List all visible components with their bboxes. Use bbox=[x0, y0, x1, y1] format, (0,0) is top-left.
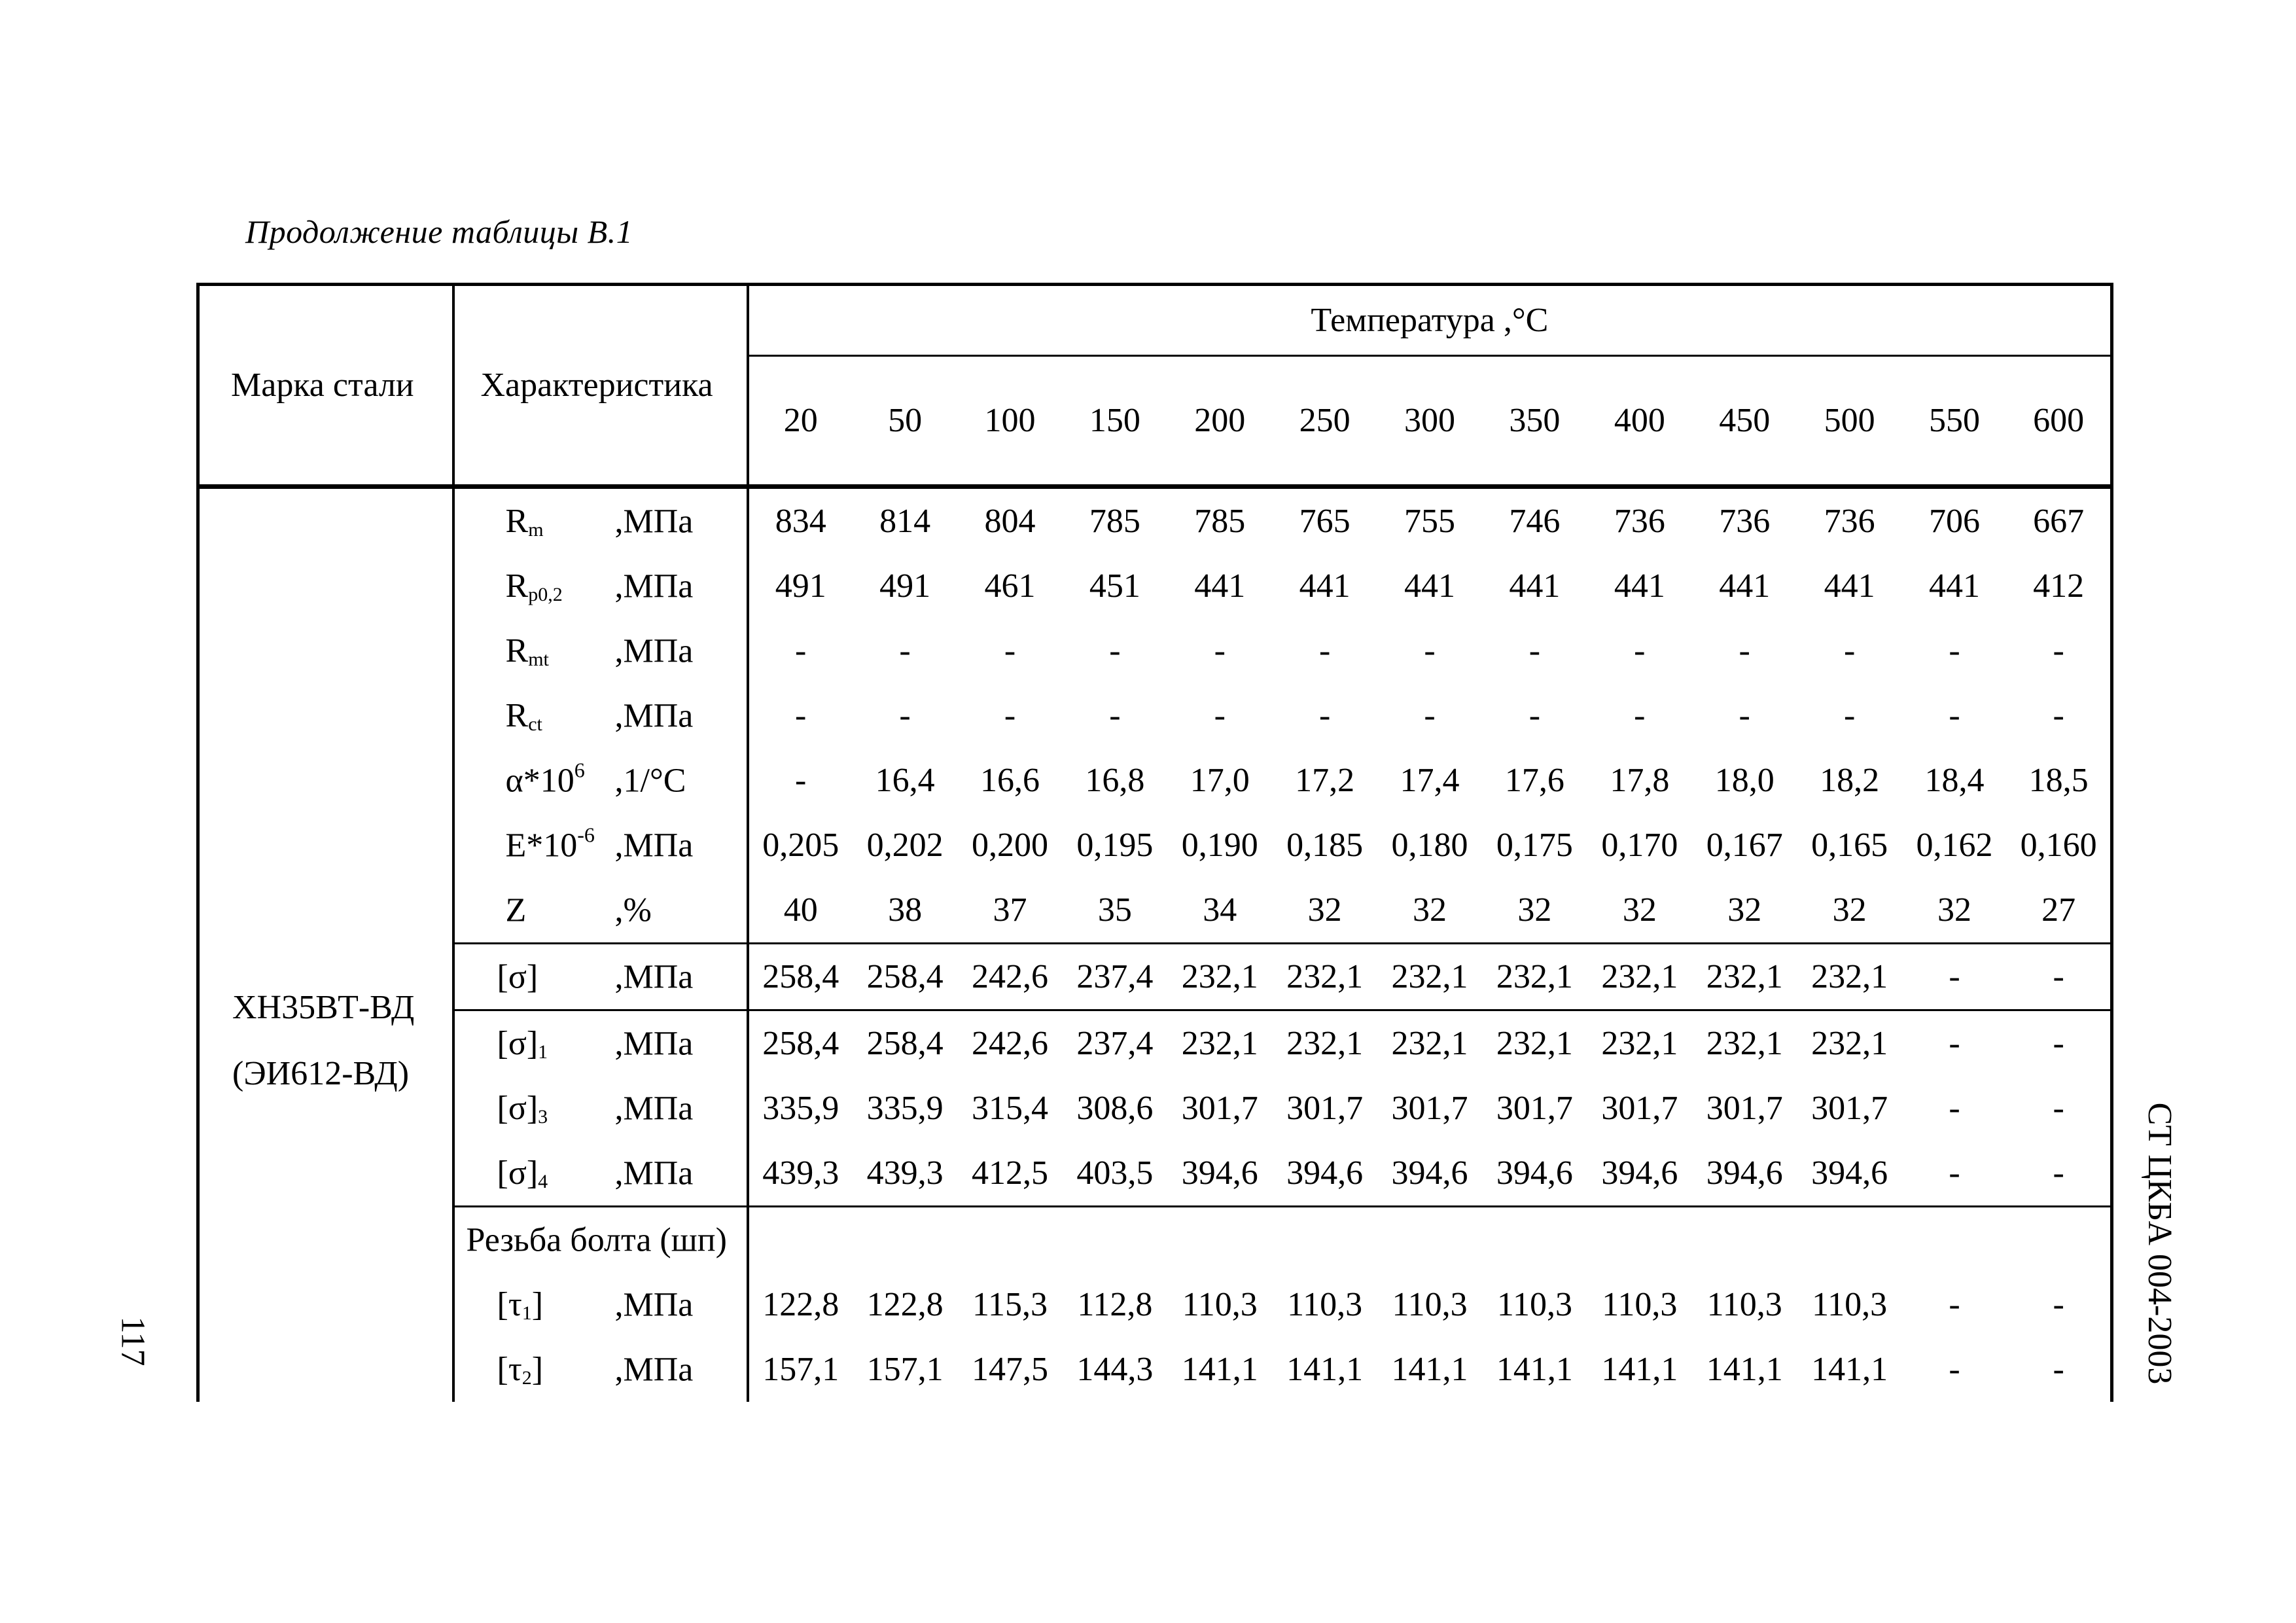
value-cell: 18,4 bbox=[1924, 762, 1985, 799]
value-cell: 16,8 bbox=[1085, 762, 1145, 799]
value-cell: 232,1 bbox=[1797, 944, 1901, 1010]
value-cell: 301,7 bbox=[1601, 1090, 1678, 1127]
value-cell: 736 bbox=[1614, 503, 1665, 540]
value-cell: - bbox=[795, 762, 807, 799]
value-cell: 736 bbox=[1824, 503, 1875, 540]
characteristic-cell bbox=[453, 487, 748, 554]
temperature-header-cell: 20 bbox=[748, 356, 853, 487]
characteristic-unit: ,МПа bbox=[614, 1351, 694, 1388]
characteristic-symbol: Z bbox=[505, 891, 527, 929]
value-cell: 141,1 bbox=[1391, 1351, 1468, 1388]
characteristic-symbol: $[\tau_2]$ bbox=[497, 1350, 544, 1389]
value-cell: 0,175 bbox=[1496, 827, 1573, 864]
temperature-header-cell: 200 bbox=[1167, 356, 1272, 487]
value-cell: 301,7 bbox=[1706, 1090, 1783, 1127]
value-cell: 0,180 bbox=[1391, 827, 1468, 864]
value-cell: - bbox=[795, 697, 807, 734]
table-row bbox=[198, 1337, 2112, 1402]
value-cell: 0,185 bbox=[1286, 827, 1364, 864]
value-cell: 232,1 bbox=[1692, 944, 1797, 1010]
characteristic-cell bbox=[453, 1337, 748, 1402]
value-cell: 232,1 bbox=[1496, 1025, 1573, 1062]
temperature-header-cell: 500 bbox=[1797, 356, 1901, 487]
value-cell bbox=[1377, 1207, 1482, 1273]
value-cell: 301,7 bbox=[1181, 1090, 1258, 1127]
value-cell: 0,202 bbox=[866, 827, 944, 864]
value-cell: 141,1 bbox=[1181, 1351, 1258, 1388]
characteristic-cell bbox=[453, 683, 748, 748]
characteristic-symbol: $[\sigma]_3$ bbox=[497, 1089, 548, 1128]
value-cell bbox=[748, 1207, 853, 1273]
value-cell bbox=[1587, 1207, 1692, 1273]
characteristic-symbol: $E*10^{-6}$ bbox=[505, 823, 595, 864]
table-row bbox=[198, 1272, 2112, 1337]
value-cell: 232,1 bbox=[1181, 1025, 1258, 1062]
value-cell: 755 bbox=[1404, 503, 1456, 540]
characteristic-unit: ,МПа bbox=[614, 1090, 694, 1127]
characteristic-symbol: $R_{ct}$ bbox=[505, 696, 542, 735]
characteristic-symbol: $R_m$ bbox=[505, 502, 544, 541]
value-cell: - bbox=[1004, 632, 1016, 669]
value-cell: 122,8 bbox=[762, 1286, 839, 1323]
value-cell: 37 bbox=[957, 878, 1062, 944]
value-cell: 115,3 bbox=[972, 1286, 1048, 1323]
value-cell bbox=[1063, 1207, 1167, 1273]
value-cell: 394,6 bbox=[1692, 1141, 1797, 1207]
value-cell: 110,3 bbox=[1496, 1286, 1572, 1323]
value-cell bbox=[1167, 1207, 1272, 1273]
characteristic-unit: ,% bbox=[614, 891, 652, 929]
temperature-header-cell: 100 bbox=[957, 356, 1062, 487]
value-cell: 441 bbox=[1719, 567, 1771, 605]
value-cell: - bbox=[1424, 632, 1436, 669]
value-cell: 394,6 bbox=[1797, 1141, 1901, 1207]
value-cell: 32 bbox=[1587, 878, 1692, 944]
characteristic-unit: ,МПа bbox=[614, 958, 694, 995]
value-cell: 441 bbox=[1614, 567, 1665, 605]
table-row bbox=[198, 748, 2112, 813]
characteristic-cell bbox=[453, 813, 748, 878]
characteristic-cell bbox=[453, 618, 748, 683]
characteristic-unit: ,МПа bbox=[614, 567, 694, 605]
value-cell: 32 bbox=[1377, 878, 1482, 944]
value-cell: 785 bbox=[1089, 503, 1140, 540]
steel-grade bbox=[198, 487, 453, 1402]
characteristic-symbol: $[\sigma]_4$ bbox=[497, 1154, 548, 1192]
value-cell: 242,6 bbox=[957, 944, 1062, 1010]
value-cell: 301,7 bbox=[1811, 1090, 1888, 1127]
characteristic-symbol: [σ] bbox=[497, 958, 539, 995]
value-cell: 232,1 bbox=[1377, 944, 1482, 1010]
value-cell: - bbox=[1739, 632, 1750, 669]
table-row bbox=[198, 1010, 2112, 1077]
value-cell: 301,7 bbox=[1286, 1090, 1364, 1127]
characteristic-cell bbox=[453, 1076, 748, 1141]
value-cell: 0,170 bbox=[1601, 827, 1678, 864]
value-cell: 706 bbox=[1928, 503, 1980, 540]
characteristic-cell bbox=[453, 554, 748, 618]
value-cell: 232,1 bbox=[1391, 1025, 1468, 1062]
value-cell: - bbox=[2007, 683, 2111, 748]
characteristic-cell bbox=[453, 878, 748, 944]
value-cell: 0,200 bbox=[971, 827, 1048, 864]
value-cell: - bbox=[1634, 632, 1646, 669]
header-characteristic: Характеристика bbox=[453, 285, 748, 487]
page-number: 117 bbox=[114, 1316, 152, 1366]
value-cell: 441 bbox=[1194, 567, 1246, 605]
value-cell: - bbox=[899, 632, 911, 669]
document-code: СТ ЦКБА 004-2003 bbox=[2141, 1102, 2178, 1385]
value-cell: - bbox=[899, 697, 911, 734]
value-cell: - bbox=[2007, 1141, 2111, 1207]
value-cell: 141,1 bbox=[1601, 1351, 1678, 1388]
characteristic-unit: ,МПа bbox=[614, 827, 694, 864]
value-cell bbox=[853, 1207, 957, 1273]
value-cell: 439,3 bbox=[748, 1141, 853, 1207]
value-cell: 315,4 bbox=[971, 1090, 1048, 1127]
value-cell: 258,4 bbox=[853, 944, 957, 1010]
value-cell: 834 bbox=[775, 503, 826, 540]
value-cell: 32 bbox=[1482, 878, 1587, 944]
value-cell: - bbox=[1214, 632, 1226, 669]
value-cell: 17,6 bbox=[1504, 762, 1564, 799]
value-cell: 0,165 bbox=[1811, 827, 1888, 864]
value-cell: 141,1 bbox=[1496, 1351, 1573, 1388]
value-cell: 441 bbox=[1299, 567, 1351, 605]
table-row bbox=[198, 683, 2112, 748]
table-row bbox=[198, 487, 2112, 554]
value-cell: 110,3 bbox=[1602, 1286, 1678, 1323]
temperature-header-cell: 300 bbox=[1377, 356, 1482, 487]
value-cell: 110,3 bbox=[1812, 1286, 1888, 1323]
value-cell: - bbox=[1528, 697, 1541, 734]
value-cell bbox=[2007, 1207, 2111, 1273]
value-cell: 237,4 bbox=[1076, 1025, 1154, 1062]
value-cell: 232,1 bbox=[1587, 944, 1692, 1010]
value-cell: 0,195 bbox=[1076, 827, 1154, 864]
characteristic-unit: ,МПа bbox=[614, 1286, 694, 1323]
value-cell: 746 bbox=[1509, 503, 1561, 540]
value-cell: - bbox=[1634, 697, 1646, 734]
table-caption: Продолжение таблицы В.1 bbox=[245, 213, 633, 250]
value-cell: 258,4 bbox=[866, 1025, 944, 1062]
value-cell: 157,1 bbox=[866, 1351, 944, 1388]
table-row bbox=[198, 1076, 2112, 1141]
temperature-header-cell: 400 bbox=[1587, 356, 1692, 487]
characteristic-symbol: $R_{p0,2}$ bbox=[505, 567, 563, 605]
value-cell: - bbox=[1843, 697, 1856, 734]
value-cell: - bbox=[795, 632, 807, 669]
value-cell: 736 bbox=[1719, 503, 1771, 540]
value-cell: 232,1 bbox=[1601, 1025, 1678, 1062]
characteristic-unit: ,МПа bbox=[614, 503, 694, 540]
characteristic-unit: ,МПа bbox=[614, 1154, 694, 1192]
characteristic-unit: ,МПа bbox=[614, 697, 694, 734]
value-cell: 34 bbox=[1167, 878, 1272, 944]
value-cell: 232,1 bbox=[1272, 944, 1377, 1010]
value-cell: 441 bbox=[1928, 567, 1980, 605]
value-cell: 40 bbox=[748, 878, 853, 944]
value-cell: 17,0 bbox=[1190, 762, 1250, 799]
value-cell: 157,1 bbox=[762, 1351, 839, 1388]
value-cell: 110,3 bbox=[1182, 1286, 1258, 1323]
value-cell: - bbox=[1528, 632, 1541, 669]
temperature-header-cell: 550 bbox=[1902, 356, 2007, 487]
value-cell: 451 bbox=[1089, 567, 1140, 605]
value-cell: 141,1 bbox=[1811, 1351, 1888, 1388]
temperature-header-cell: 600 bbox=[2007, 356, 2111, 487]
value-cell: 441 bbox=[1509, 567, 1561, 605]
value-cell: 32 bbox=[1902, 878, 2007, 944]
value-cell: 0,167 bbox=[1706, 827, 1783, 864]
characteristic-cell bbox=[453, 944, 748, 1010]
value-cell: 110,3 bbox=[1287, 1286, 1363, 1323]
value-cell: 335,9 bbox=[866, 1090, 944, 1127]
value-cell: - bbox=[2007, 1272, 2111, 1337]
value-cell: 232,1 bbox=[1482, 944, 1587, 1010]
value-cell: 16,6 bbox=[980, 762, 1040, 799]
table-row bbox=[198, 618, 2112, 683]
characteristic-symbol: $[\tau_1]$ bbox=[497, 1285, 544, 1324]
value-cell: 491 bbox=[775, 567, 826, 605]
value-cell: 242,6 bbox=[971, 1025, 1048, 1062]
temperature-header-cell: 450 bbox=[1692, 356, 1797, 487]
value-cell: 110,3 bbox=[1706, 1286, 1782, 1323]
value-cell: - bbox=[1902, 944, 2007, 1010]
value-cell: 232,1 bbox=[1167, 944, 1272, 1010]
value-cell: - bbox=[2007, 1076, 2111, 1141]
value-cell: - bbox=[1424, 697, 1436, 734]
table-row bbox=[198, 944, 2112, 1010]
value-cell: 439,3 bbox=[853, 1141, 957, 1207]
value-cell: - bbox=[2007, 618, 2111, 683]
value-cell: 122,8 bbox=[866, 1286, 944, 1323]
value-cell: - bbox=[1739, 697, 1750, 734]
value-cell: - bbox=[1318, 632, 1331, 669]
value-cell: 17,4 bbox=[1400, 762, 1460, 799]
value-cell bbox=[957, 1207, 1062, 1273]
characteristic-unit: ,МПа bbox=[614, 1025, 694, 1062]
value-cell: 394,6 bbox=[1482, 1141, 1587, 1207]
value-cell: 16,4 bbox=[875, 762, 935, 799]
table-row bbox=[198, 554, 2112, 618]
value-cell: 18,2 bbox=[1820, 762, 1880, 799]
value-cell: 32 bbox=[1797, 878, 1901, 944]
value-cell: - bbox=[2007, 1010, 2111, 1077]
steel-grade-line2: (ЭИ612-ВД) bbox=[232, 1054, 410, 1092]
value-cell: 232,1 bbox=[1811, 1025, 1888, 1062]
value-cell: 38 bbox=[853, 878, 957, 944]
value-cell: - bbox=[2007, 1337, 2111, 1402]
value-cell: 232,1 bbox=[1706, 1025, 1783, 1062]
value-cell: 237,4 bbox=[1063, 944, 1167, 1010]
value-cell: 27 bbox=[2007, 878, 2111, 944]
characteristic-cell bbox=[453, 1207, 748, 1273]
temperature-header-cell: 150 bbox=[1063, 356, 1167, 487]
value-cell: 461 bbox=[984, 567, 1036, 605]
value-cell: - bbox=[1949, 1286, 1960, 1323]
value-cell: 308,6 bbox=[1076, 1090, 1154, 1127]
value-cell: 394,6 bbox=[1272, 1141, 1377, 1207]
value-cell: 667 bbox=[2007, 487, 2111, 554]
value-cell: 0,205 bbox=[762, 827, 839, 864]
value-cell: 785 bbox=[1194, 503, 1246, 540]
value-cell: 141,1 bbox=[1286, 1351, 1364, 1388]
value-cell: 258,4 bbox=[762, 1025, 839, 1062]
value-cell: - bbox=[1949, 632, 1960, 669]
table-row bbox=[198, 1141, 2112, 1207]
value-cell: 301,7 bbox=[1496, 1090, 1573, 1127]
value-cell: 18,0 bbox=[1714, 762, 1775, 799]
value-cell: 335,9 bbox=[762, 1090, 839, 1127]
characteristic-symbol: $\alpha*10^6$ bbox=[505, 758, 585, 799]
value-cell: - bbox=[1902, 1141, 2007, 1207]
value-cell: 147,5 bbox=[971, 1351, 1048, 1388]
value-cell: 32 bbox=[1272, 878, 1377, 944]
value-cell: - bbox=[1214, 697, 1226, 734]
characteristic-cell bbox=[453, 1010, 748, 1077]
temperature-header-cell: 250 bbox=[1272, 356, 1377, 487]
value-cell bbox=[1482, 1207, 1587, 1273]
value-cell: 35 bbox=[1063, 878, 1167, 944]
value-cell: - bbox=[1109, 697, 1121, 734]
value-cell: 0,190 bbox=[1181, 827, 1258, 864]
value-cell: 110,3 bbox=[1392, 1286, 1468, 1323]
value-cell: 441 bbox=[1824, 567, 1875, 605]
table-row bbox=[198, 813, 2112, 878]
value-cell bbox=[1272, 1207, 1377, 1273]
value-cell: 765 bbox=[1299, 503, 1351, 540]
characteristic-symbol: $R_{mt}$ bbox=[505, 632, 549, 670]
value-cell: 814 bbox=[879, 503, 931, 540]
value-cell: - bbox=[1004, 697, 1016, 734]
value-cell: 141,1 bbox=[1706, 1351, 1783, 1388]
value-cell: 144,3 bbox=[1076, 1351, 1154, 1388]
value-cell bbox=[1902, 1207, 2007, 1273]
table-row bbox=[198, 1207, 2112, 1273]
value-cell: 0,160 bbox=[2007, 813, 2111, 878]
header-temperature: Температура ,°С bbox=[748, 285, 2112, 356]
value-cell: 17,8 bbox=[1610, 762, 1670, 799]
value-cell: 412,5 bbox=[957, 1141, 1062, 1207]
characteristic-cell bbox=[453, 1141, 748, 1207]
value-cell: 32 bbox=[1692, 878, 1797, 944]
bolt-thread-label: Резьба болта (шп) bbox=[466, 1221, 727, 1258]
characteristic-symbol: $[\sigma]_1$ bbox=[497, 1024, 548, 1063]
temperature-header-cell: 350 bbox=[1482, 356, 1587, 487]
value-cell: - bbox=[1843, 632, 1856, 669]
header-grade: Марка стали bbox=[198, 285, 453, 487]
value-cell: 491 bbox=[879, 567, 931, 605]
value-cell: 394,6 bbox=[1377, 1141, 1482, 1207]
value-cell: 232,1 bbox=[1286, 1025, 1364, 1062]
value-cell: 301,7 bbox=[1391, 1090, 1468, 1127]
value-cell: - bbox=[2007, 944, 2111, 1010]
value-cell: 804 bbox=[984, 503, 1036, 540]
value-cell: 412 bbox=[2007, 554, 2111, 618]
value-cell: 441 bbox=[1404, 567, 1456, 605]
value-cell: - bbox=[1949, 1090, 1960, 1127]
value-cell: 394,6 bbox=[1167, 1141, 1272, 1207]
value-cell: - bbox=[1318, 697, 1331, 734]
steel-grade-line1: ХН35ВТ-ВД bbox=[232, 988, 415, 1026]
value-cell: - bbox=[1949, 1351, 1960, 1388]
table-row bbox=[198, 878, 2112, 944]
properties-table bbox=[196, 283, 2113, 1402]
value-cell: 258,4 bbox=[748, 944, 853, 1010]
characteristic-cell bbox=[453, 1272, 748, 1337]
value-cell: 112,8 bbox=[1077, 1286, 1153, 1323]
value-cell: 17,2 bbox=[1295, 762, 1355, 799]
value-cell: 18,5 bbox=[2007, 748, 2111, 813]
characteristic-unit: ,1/°С bbox=[614, 762, 686, 799]
value-cell: 403,5 bbox=[1063, 1141, 1167, 1207]
value-cell: 394,6 bbox=[1587, 1141, 1692, 1207]
characteristic-cell bbox=[453, 748, 748, 813]
value-cell: - bbox=[1949, 1025, 1960, 1062]
value-cell: 0,162 bbox=[1916, 827, 1993, 864]
value-cell: - bbox=[1109, 632, 1121, 669]
value-cell bbox=[1692, 1207, 1797, 1273]
temperature-header-cell: 50 bbox=[853, 356, 957, 487]
value-cell bbox=[1797, 1207, 1901, 1273]
value-cell: - bbox=[1949, 697, 1960, 734]
characteristic-unit: ,МПа bbox=[614, 632, 694, 669]
